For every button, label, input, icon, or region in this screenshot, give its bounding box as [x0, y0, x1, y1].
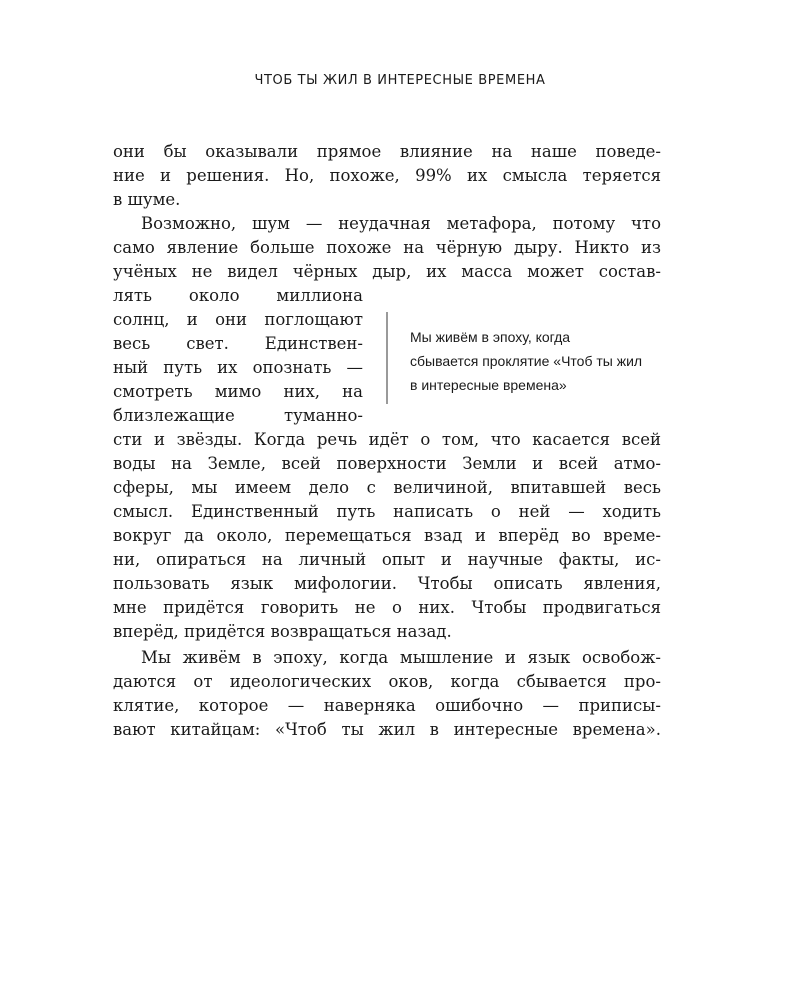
body-line: весь свет. Единствен-	[113, 334, 363, 353]
pull-quote-line: сбывается проклятие «Чтоб ты жил	[410, 353, 643, 369]
body-line: клятие, которое — наверняка ошибочно — приписы-	[113, 696, 661, 715]
body-line: Мы живём в эпоху, когда мышление и язык освобож-	[141, 648, 661, 667]
pull-quote	[386, 312, 676, 404]
body-line: вают китайцам: «Чтоб ты жил в интересные времена».	[113, 720, 661, 739]
body-line: в шуме.	[113, 190, 181, 209]
body-line: вперёд, придётся возвращаться назад.	[113, 622, 452, 641]
body-line: воды на Земле, всей поверхности Земли и всей атмо-	[113, 454, 661, 473]
body-line: смысл. Единственный путь написать о ней — ходить	[113, 502, 661, 521]
body-line: близлежащие туманно-	[113, 406, 363, 425]
body-line: ние и решения. Но, похоже, 99% их смысла теряется	[113, 166, 661, 185]
body-line: они бы оказывали прямое влияние на наше поведе-	[113, 142, 661, 161]
body-line: сти и звёзды. Когда речь идёт о том, что касается всей	[113, 430, 661, 449]
body-line: солнц, и они поглощают	[113, 310, 363, 329]
body-line: учёных не видел чёрных дыр, их масса может состав-	[113, 262, 661, 281]
body-line: Возможно, шум — неудачная метафора, потому что	[141, 214, 661, 233]
running-head: ЧТОБ ТЫ ЖИЛ В ИНТЕРЕСНЫЕ ВРЕМЕНА	[254, 73, 546, 88]
body-line: ный путь их опознать —	[113, 358, 363, 377]
body-line: даются от идеологических оков, когда сбывается про-	[113, 672, 661, 691]
body-line: мне придётся говорить не о них. Чтобы продвигаться	[113, 598, 661, 617]
body-line: сферы, мы имеем дело с величиной, впитавшей весь	[113, 478, 661, 497]
pull-quote-line: в интересные времена»	[410, 377, 567, 393]
body-line: пользовать язык мифологии. Чтобы описать явления,	[113, 574, 661, 593]
body-line: смотреть мимо них, на	[113, 382, 363, 401]
body-line: лять около миллиона	[113, 286, 363, 305]
body-line: вокруг да около, перемещаться взад и вперёд во време-	[113, 526, 661, 545]
body-line: само явление больше похоже на чёрную дыру. Никто из	[113, 238, 661, 257]
pull-quote-line: Мы живём в эпоху, когда	[410, 329, 571, 345]
body-line: ни, опираться на личный опыт и научные факты, ис-	[113, 550, 661, 569]
